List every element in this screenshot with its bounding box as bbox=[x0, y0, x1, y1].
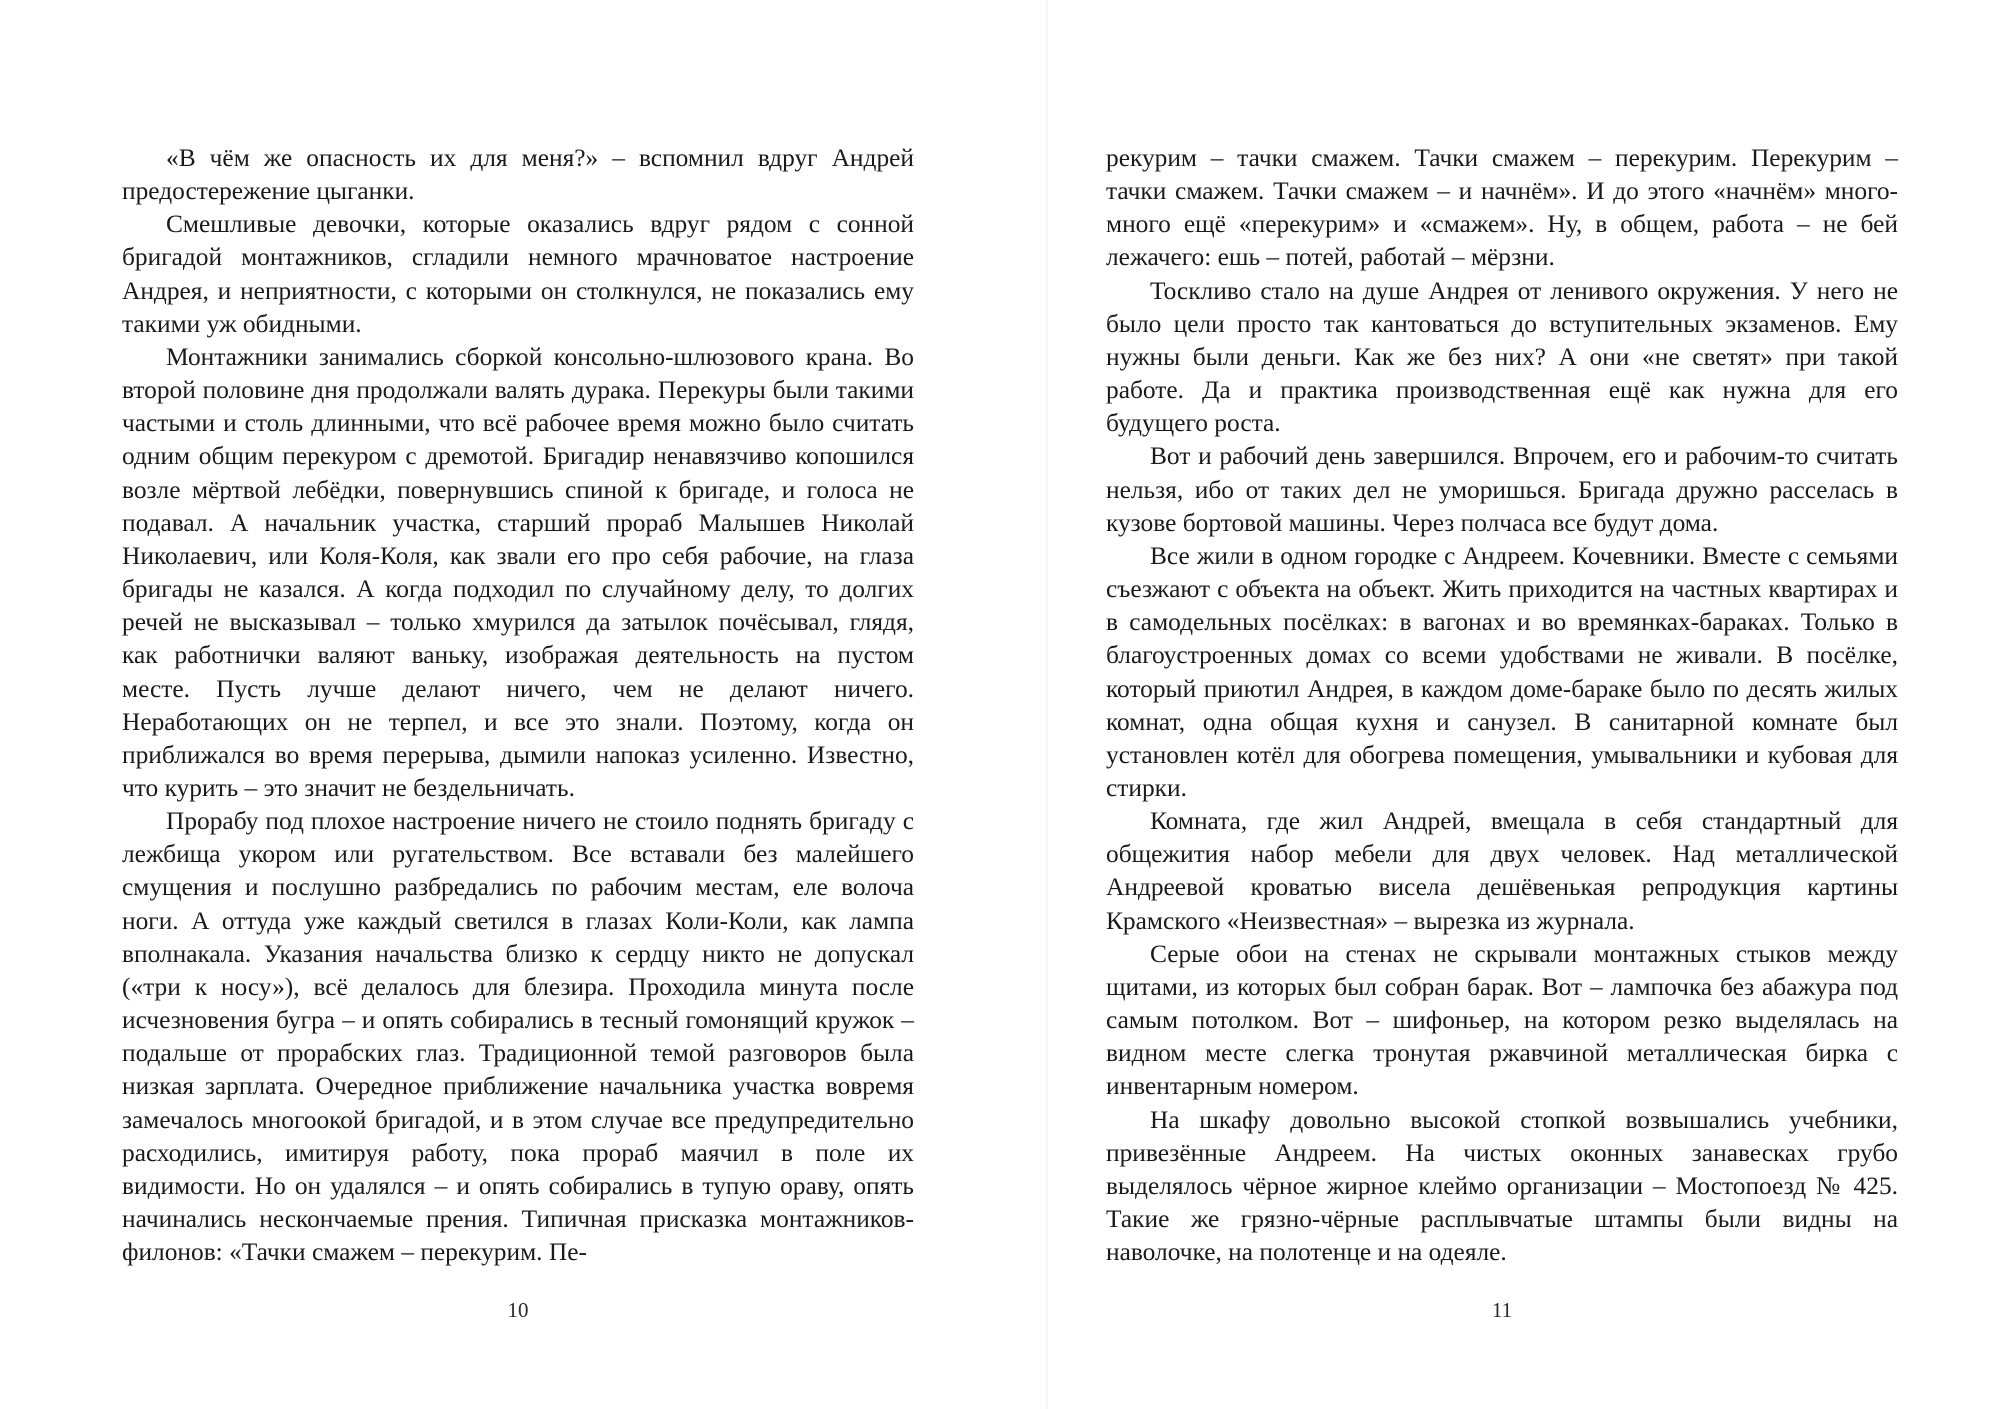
right-page-text bbox=[1106, 142, 1898, 1269]
paragraph: Тоскливо стало на душе Андрея от ленивого окружения. У него не было цели просто так кантоваться до вступительных экзаменов. Ему нужны были деньги. Как же без них? А они «не светят» при такой работе. Да и практика производственная ещё как нужна для его будущего роста. bbox=[1106, 276, 1898, 438]
paragraph: Вот и рабочий день завершился. Впрочем, его и рабочим-то считать нельзя, ибо от таких дел не уморишься. Бригада дружно расселась в кузове бортовой машины. Через полчаса все будут дома. bbox=[1106, 442, 1898, 537]
paragraph: «В чём же опасность их для меня?» – вспомнил вдруг Андрей предостережение цыганки. bbox=[122, 144, 914, 206]
paragraph: Серые обои на стенах не скрывали монтажных стыков между щитами, из которых был собран барак. Вот – лампочка без абажура под самым потолком. Вот – шифоньер, на котором резко выделялась на видном месте слегка тронутая ржавчиной металлическая бирка с инвентарным номером. bbox=[1106, 939, 1898, 1101]
page-number: 11 bbox=[1491, 1298, 1513, 1322]
left-page bbox=[122, 142, 914, 1332]
paragraph: На шкафу довольно высокой стопкой возвышались учебники, привезённые Андреем. На чистых оконных занавесках грубо выделялось чёрное жирное клеймо организации – Мостопоезд № 425. Такие же грязно-чёрные расплывчатые штампы были видны на наволочке, на полотенце и на одеяле. bbox=[1106, 1105, 1898, 1267]
paragraph: Монтажники занимались сборкой консольно-шлюзового крана. Во второй половине дня продолжали валять дурака. Перекуры были такими частыми и столь длинными, что всё рабочее время можно было считать одним общим перекуром с дремотой. Бригадир ненавязчиво копошился возле мёртвой лебёдки, повернувшись спиной к бригаде, и голоса не подавал. А начальник участка, старший прораб Малышев Николай Николаевич, или Коля-Коля, как звали его про себя рабочие, на глаза бригады не казался. А когда подходил по случайному делу, то долгих речей не высказывал – только хмурился да затылок почёсывал, глядя, как работнички валяют ваньку, изображая деятельность на пустом месте. Пусть лучше делают ничего, чем не делают ничего. Неработающих он не терпел, и все это знали. Поэтому, когда он приближался во время перерыва, дымили напоказ усиленно. Известно, что курить – это значит не бездельничать. bbox=[122, 342, 914, 802]
page-number: 10 bbox=[507, 1298, 529, 1322]
paragraph: Все жили в одном городке с Андреем. Кочевники. Вместе с семьями съезжают с объекта на объект. Жить приходится на частных квартирах и в самодельных посёлках: в вагонах и во времянках-бараках. Только в благоустроенных домах со всеми удобствами не живали. В посёлке, который приютил Андрея, в каждом доме-бараке было по десять жилых комнат, одна общая кухня и санузел. В санитарной комнате был установлен котёл для обогрева помещения, умывальники и кубовая для стирки. bbox=[1106, 541, 1898, 802]
right-page bbox=[1106, 142, 1898, 1332]
paragraph: Комната, где жил Андрей, вмещала в себя стандартный для общежития набор мебели для двух человек. Над металлической Андреевой кроватью висела дешёвенькая репродукция картины Крамского «Неизвестная» – вырезка из журнала. bbox=[1106, 807, 1898, 935]
left-page-text bbox=[122, 142, 914, 1269]
paragraph: Прорабу под плохое настроение ничего не стоило поднять бригаду с лежбища укором или ругательством. Все вставали без малейшего смущения и послушно разбредались по рабочим местам, еле волоча ноги. А оттуда уже каждый светился в глазах Коли-Коли, как лампа вполнакала. Указания начальства близко к сердцу никто не допускал («три к носу»), всё делалось для блезира. Проходила минута после исчезновения бугра – и опять собирались в тесный гомонящий кружок – подальше от прорабских глаз. Традиционной темой разговоров была низкая зарплата. Очередное приближение начальника участка вовремя замечалось многоокой бригадой, и в этом случае все предупредительно расходились, имитируя работу, пока прораб маячил в поле их видимости. Но он удалялся – и опять собирались в тупую ораву, опять начинались нескончаемые прения. Типичная присказка монтажников-филонов: «Тачки смажем – перекурим. Пе- bbox=[122, 807, 914, 1267]
book-gutter bbox=[1046, 0, 1048, 1409]
paragraph-continued: рекурим – тачки смажем. Тачки смажем – перекурим. Перекурим – тачки смажем. Тачки смажем – и начнём». И до этого «начнём» много-много ещё «перекурим» и «смажем». Ну, в общем, работа – не бей лежачего: ешь – потей, работай – мёрзни. bbox=[1106, 144, 1898, 272]
paragraph: Смешливые девочки, которые оказались вдруг рядом с сонной бригадой монтажников, сгладили немного мрачноватое настроение Андрея, и неприятности, с которыми он столкнулся, не показались ему такими уж обидными. bbox=[122, 210, 914, 338]
